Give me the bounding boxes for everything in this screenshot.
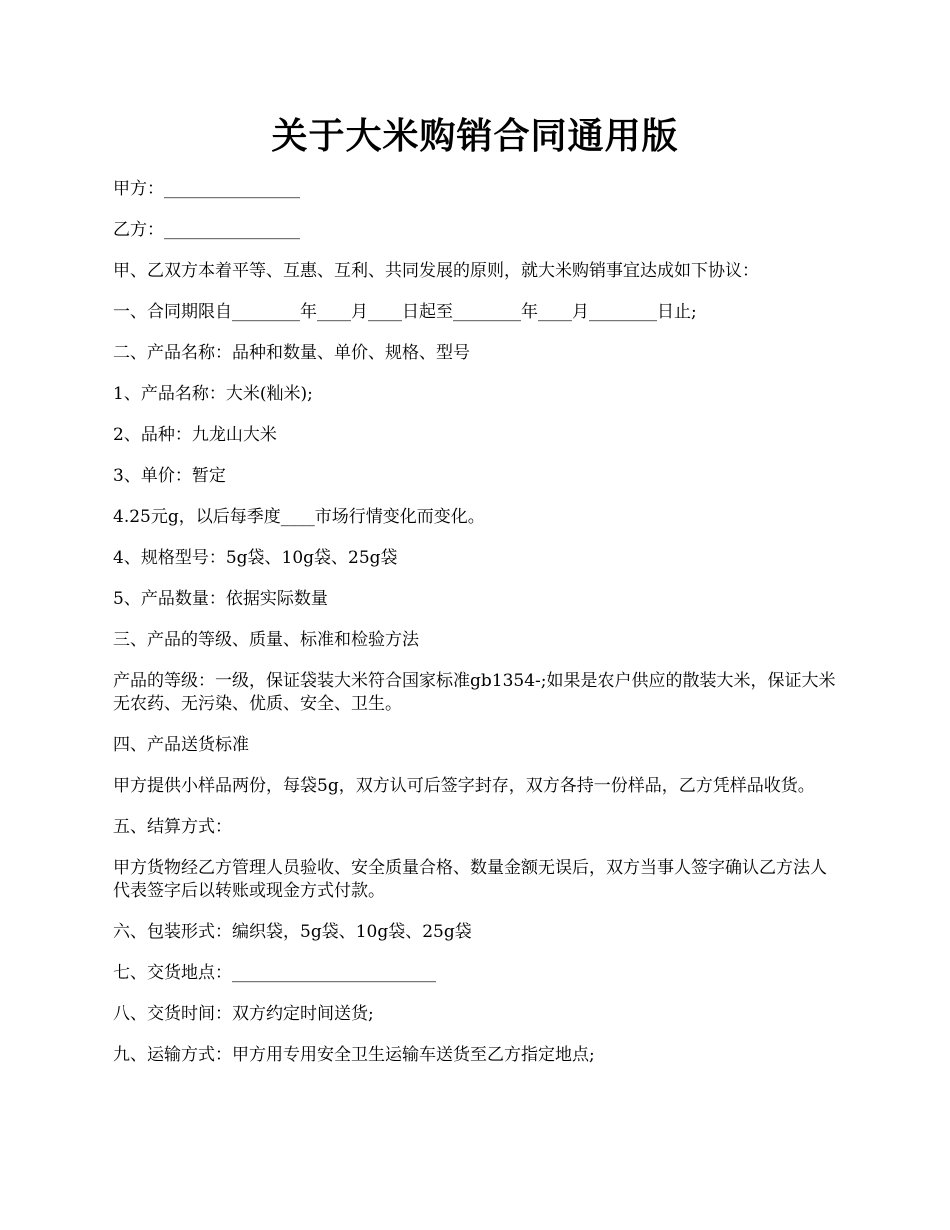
unit-price-item: 3、单价：暂定 [113, 466, 226, 486]
quality-grade-paragraph: 产品的等级：一级，保证袋装大米符合国家标准gb1354-;如果是农户供应的散装大米，保证大米无农药、无污染、优质、安全、卫生。 [113, 671, 836, 714]
settlement-paragraph: 甲方货物经乙方管理人员验收、安全质量合格、数量金额无误后，双方当事人签字确认乙方法人代表签字后以转账或现金方式付款。 [113, 858, 827, 901]
section-heading-quality: 三、产品的等级、质量、标准和检验方法 [113, 630, 419, 650]
section-heading-delivery-standard: 四、产品送货标准 [113, 735, 249, 755]
preamble-paragraph: 甲、乙双方本着平等、互惠、互利、共同发展的原则，就大米购销事宜达成如下协议： [113, 261, 759, 281]
party-b-line: 乙方：________________ [113, 220, 300, 240]
section-heading-settlement: 五、结算方式： [113, 817, 232, 837]
transport-clause: 九、运输方式：甲方用专用安全卫生运输车送货至乙方指定地点; [113, 1045, 595, 1065]
product-variety-item: 2、品种：九龙山大米 [113, 425, 277, 445]
section-heading-product: 二、产品名称：品种和数量、单价、规格、型号 [113, 343, 470, 363]
delivery-location-clause: 七、交货地点：________________________ [113, 963, 436, 983]
delivery-time-clause: 八、交货时间：双方约定时间送货; [113, 1004, 374, 1024]
sample-paragraph: 甲方提供小样品两份，每袋5g，双方认可后签字封存，双方各持一份样品，乙方凭样品收货。 [113, 776, 815, 796]
party-a-line: 甲方：________________ [113, 179, 300, 199]
document-body [113, 178, 838, 1085]
product-name-item: 1、产品名称：大米(籼米); [113, 384, 313, 404]
price-detail-line: 4.25元g，以后每季度____市场行情变化而变化。 [113, 507, 485, 527]
specification-item: 4、规格型号：5g袋、10g袋、25g袋 [113, 548, 398, 568]
packaging-clause: 六、包装形式：编织袋，5g袋、10g袋、25g袋 [113, 922, 472, 942]
document-title: 关于大米购销合同通用版 [271, 115, 679, 157]
contract-term-clause: 一、合同期限自________年____月____日起至________年____月________日止; [113, 302, 697, 322]
quantity-item: 5、产品数量：依据实际数量 [113, 589, 328, 609]
